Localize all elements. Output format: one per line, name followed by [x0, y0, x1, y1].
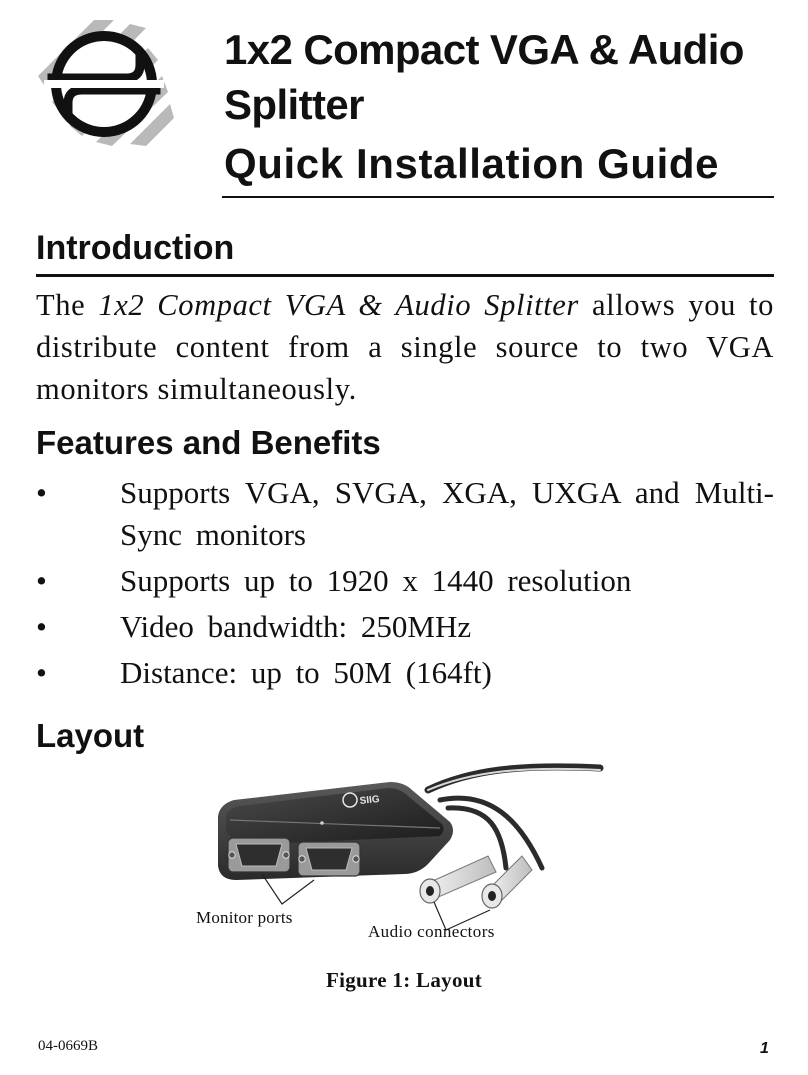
document-title	[224, 22, 776, 191]
device-brand-label: SIIG	[359, 793, 381, 807]
bullet: •	[36, 475, 47, 510]
introduction-paragraph	[36, 284, 774, 410]
introduction-rule	[36, 274, 774, 277]
list-item	[36, 560, 774, 602]
list-item	[36, 652, 774, 694]
title-line-2: Splitter	[224, 81, 364, 128]
feature-text: Distance: up to 50M (164ft)	[120, 655, 492, 690]
bullet: •	[36, 563, 47, 598]
title-line-1: 1x2 Compact VGA & Audio	[224, 26, 744, 73]
intro-product-name: 1x2 Compact VGA & Audio Splitter	[98, 288, 579, 322]
features-list	[36, 472, 774, 698]
page-number: 1	[760, 1040, 769, 1057]
intro-text-before: The	[36, 288, 99, 322]
document-code: 04-0669B	[38, 1038, 98, 1054]
feature-text: Video bandwidth: 250MHz	[120, 609, 472, 644]
vga-port-1	[228, 838, 290, 872]
title-rule	[222, 196, 774, 198]
list-item	[36, 472, 774, 556]
figure-caption: Figure 1: Layout	[325, 968, 483, 992]
layout-heading: Layout	[36, 717, 145, 754]
introduction-heading: Introduction	[36, 229, 235, 267]
monitor-ports-label: Monitor ports	[196, 908, 293, 927]
company-logo	[30, 18, 192, 148]
feature-text: Supports VGA, SVGA, XGA, UXGA and Multi-Sync monitors	[120, 475, 774, 552]
list-item	[36, 606, 774, 648]
led-indicator	[320, 821, 324, 825]
audio-connectors-label: Audio connectors	[368, 922, 495, 941]
bullet: •	[36, 655, 47, 690]
bullet: •	[36, 609, 47, 644]
feature-text: Supports up to 1920 x 1440 resolution	[120, 563, 632, 598]
vga-port-2	[298, 842, 360, 876]
intro-text-after: allows you to distribute content from a single source to two VGA monitors simultaneously.	[36, 288, 774, 406]
cable-bundle	[428, 767, 600, 868]
features-heading: Features and Benefits	[36, 424, 381, 461]
title-line-3: Quick Installation Guide	[224, 140, 720, 187]
